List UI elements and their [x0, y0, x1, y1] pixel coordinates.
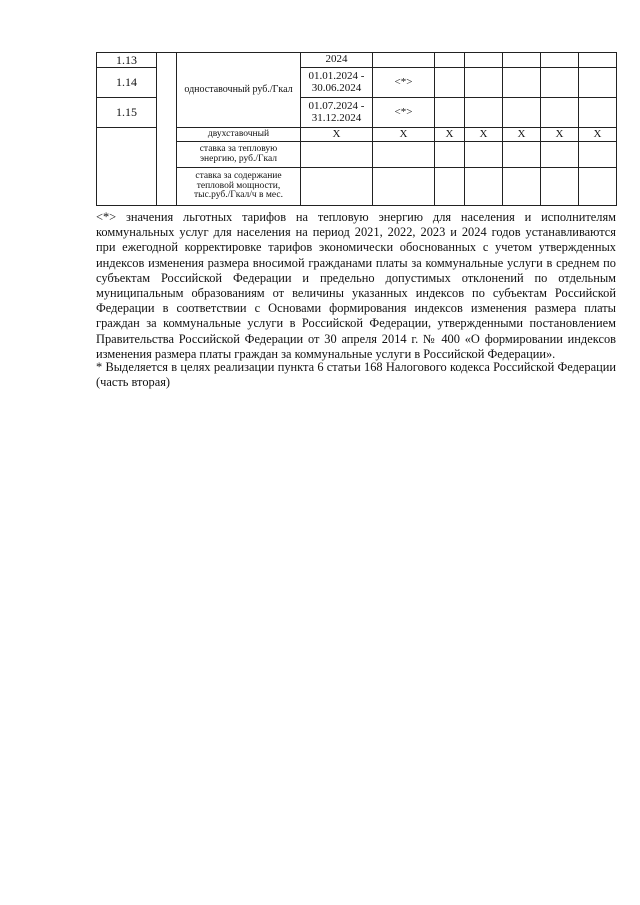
empty-cell	[435, 168, 465, 206]
two-part-tariff-label: двухставочный	[177, 128, 301, 142]
empty-cell	[579, 98, 617, 128]
x-mark: X	[301, 128, 373, 142]
empty-cell	[373, 53, 435, 68]
empty-cell	[301, 142, 373, 168]
empty-cell	[373, 168, 435, 206]
row-number: 1.14	[97, 68, 157, 98]
empty-cell	[435, 68, 465, 98]
empty-cell	[541, 142, 579, 168]
empty-cell	[157, 53, 177, 206]
empty-cell	[579, 53, 617, 68]
row-number: 1.13	[97, 53, 157, 68]
empty-cell	[503, 98, 541, 128]
empty-cell	[579, 168, 617, 206]
row-number: 1.15	[97, 98, 157, 128]
tariff-note-paragraph: <*> значения льготных тарифов на тепловую энергию для населения и исполнителям коммунальных услуг для населения на период 2021, 2022, 2023 и 2024 годов устанавливаются при ежегодной корректировке тарифов экономически обоснованных с учетом утвержденных индексов изменения размера вносимой гражданами платы за коммунальные услуги в среднем по субъектам Российской Федерации и предельно допустимых отклонений по отдельным муниципальным образованиям от величины указанных индексов по субъектам Российской Федерации в соответствии с Основами формирования индексов изменения размера платы граждан за коммунальные услуги в Российской Федерации, утвержденными постановлением Правительства Российской Федерации от 30 апреля 2014 г. № 400 «О формировании индексов изменения размера платы граждан за коммунальные услуги в Российской Федерации».	[96, 210, 616, 361]
x-mark: X	[465, 128, 503, 142]
empty-cell	[97, 128, 157, 206]
empty-cell	[435, 142, 465, 168]
tariff-table	[96, 52, 617, 206]
year-cell: 2024	[301, 53, 373, 68]
period-cell: 01.01.2024 - 30.06.2024	[301, 68, 373, 98]
table-row	[97, 53, 617, 68]
one-part-tariff-label: одноставочный руб./Гкал	[177, 53, 301, 128]
x-mark: X	[373, 128, 435, 142]
empty-cell	[541, 98, 579, 128]
empty-cell	[465, 53, 503, 68]
x-mark: X	[541, 128, 579, 142]
empty-cell	[373, 142, 435, 168]
empty-cell	[541, 168, 579, 206]
empty-cell	[541, 53, 579, 68]
empty-cell	[301, 168, 373, 206]
x-mark: X	[503, 128, 541, 142]
empty-cell	[503, 168, 541, 206]
heat-energy-rate-label: ставка за тепловую энергию, руб./Гкал	[177, 142, 301, 168]
empty-cell	[503, 53, 541, 68]
tax-code-footnote: * Выделяется в целях реализации пункта 6 статьи 168 Налогового кодекса Российской Федерации (часть вторая)	[96, 360, 616, 390]
x-mark: X	[579, 128, 617, 142]
empty-cell	[435, 98, 465, 128]
capacity-rate-label: ставка за содержание тепловой мощности, тыс.руб./Гкал/ч в мес.	[177, 168, 301, 206]
x-mark: X	[435, 128, 465, 142]
footnote-mark: <*>	[373, 68, 435, 98]
period-cell: 01.07.2024 - 31.12.2024	[301, 98, 373, 128]
empty-cell	[465, 98, 503, 128]
empty-cell	[465, 68, 503, 98]
empty-cell	[579, 68, 617, 98]
empty-cell	[503, 142, 541, 168]
empty-cell	[541, 68, 579, 98]
footnote-mark: <*>	[373, 98, 435, 128]
empty-cell	[435, 53, 465, 68]
empty-cell	[465, 142, 503, 168]
empty-cell	[465, 168, 503, 206]
empty-cell	[579, 142, 617, 168]
empty-cell	[503, 68, 541, 98]
